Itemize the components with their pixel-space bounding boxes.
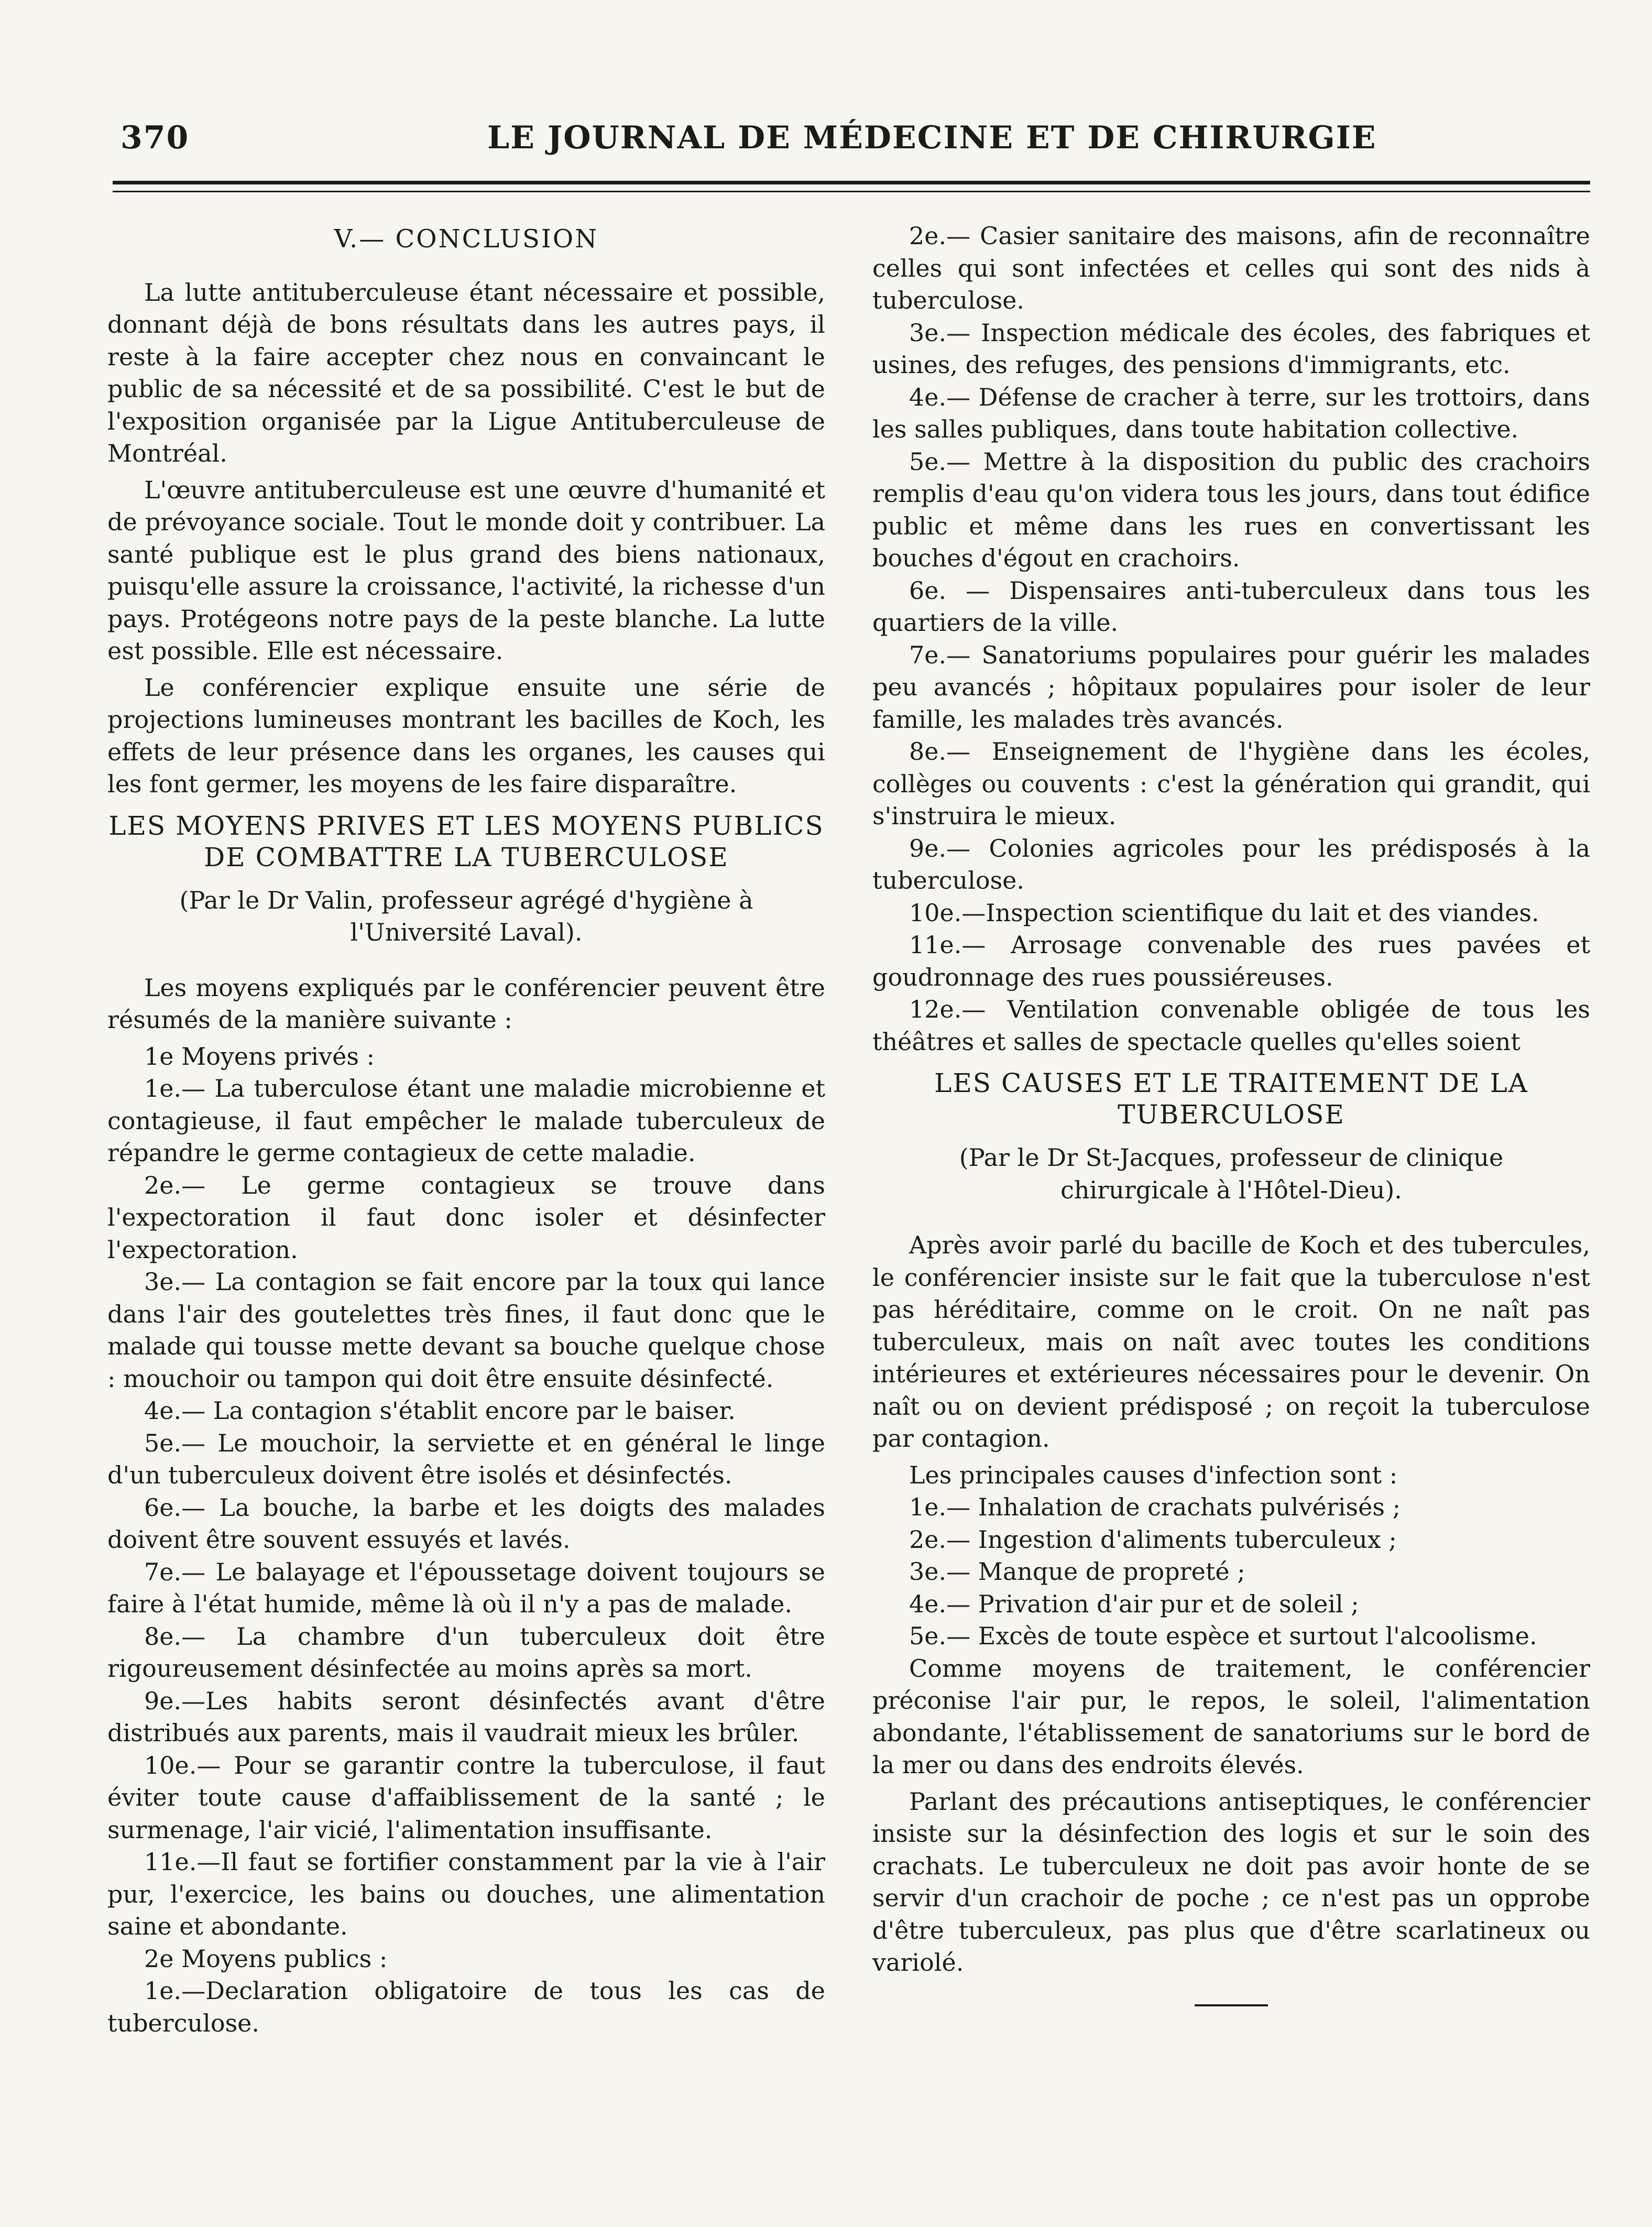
moyens-heading: LES MOYENS PRIVES ET LES MOYENS PUBLICS DE COMBATTRE LA TUBERCULOSE — [108, 810, 824, 872]
page-header — [121, 119, 1577, 161]
publics-item: 2e.— Casier sanitaire des maisons, afin de reconnaître celles qui sont infectées et celles qui sont des nids à tuberculose. — [872, 222, 1590, 314]
causes-byline: (Par le Dr St-Jacques, professeur de clinique chirurgicale à l'Hôtel-Dieu). — [959, 1143, 1504, 1204]
prives-item: 4e.— La contagion s'établit encore par le baiser. — [144, 1396, 736, 1425]
prives-item: 5e.— Le mouchoir, la serviette et en général le linge d'un tuberculeux doivent être isolés et désinfectés. — [107, 1428, 825, 1489]
prives-item: 10e.— Pour se garantir contre la tuberculose, il faut éviter toute cause d'affaiblissement de la santé ; le surmenage, l'air vicié, l'alimentation insuffisante. — [107, 1751, 825, 1844]
publics-item: 7e.— Sanatoriums populaires pour guérir les malades peu avancés ; hôpitaux populaires pour isoler de leur famille, les malades très avancés. — [872, 640, 1590, 734]
prives-item: 9e.—Les habits seront désinfectés avant d'être distribués aux parents, mais il vaudrait mieux les brûler. — [107, 1686, 825, 1747]
prives-item: 11e.—Il faut se fortifier constamment par la vie à l'air pur, l'exercice, les bains ou douches, une alimentation saine et abondante. — [107, 1848, 825, 1940]
right-column — [872, 220, 1590, 2006]
causes-item: 1e.— Inhalation de crachats pulvérisés ; — [909, 1493, 1401, 1521]
conclusion-paragraph-3: Le conférencier explique ensuite une série de projections lumineuses montrant les bacilles de Koch, les effets de leur présence dans les organes, les causes qui les font germer, les moyens de les faire disparaître. — [107, 673, 825, 798]
publics-item: 10e.—Inspection scientifique du lait et des viandes. — [909, 898, 1539, 927]
publics-item: 11e.— Arrosage convenable des rues pavées et goudronnage des rues poussiéreuses. — [872, 931, 1590, 991]
causes-heading: LES CAUSES ET LE TRAITEMENT DE LA TUBERCULOSE — [934, 1068, 1528, 1130]
prives-item: 7e.— Le balayage et l'époussetage doivent toujours se faire à l'état humide, même là où il n'y a pas de malade. — [107, 1557, 825, 1618]
publics-item: 9e.— Colonies agricoles pour les prédisposés à la tuberculose. — [872, 834, 1590, 894]
publics-item: 1e.—Declaration obligatoire de tous les cas de tuberculose. — [107, 1977, 825, 2037]
publics-label: 2e Moyens publics : — [144, 1944, 388, 1973]
left-column — [107, 220, 825, 2039]
causes-item: 5e.— Excès de toute espèce et surtout l'alcoolisme. — [909, 1622, 1537, 1650]
conclusion-paragraph-1: La lutte antituberculeuse étant nécessaire et possible, donnant déjà de bons résultats dans les autres pays, il reste à la faire accepter chez nous en convaincant le public de sa nécessité et de sa possibilité. C'est le but de l'exposition organisée par la Ligue Antituberculeuse de Montréal. — [107, 278, 825, 467]
moyens-intro: Les moyens expliqués par le conférencier peuvent être résumés de la manière suivante : — [107, 973, 825, 1034]
publics-item: 8e.— Enseignement de l'hygiène dans les écoles, collèges ou couvents : c'est la génération qui grandit, qui s'instruira le mieux. — [872, 737, 1590, 830]
publics-item: 6e. — Dispensaires anti-tuberculeux dans tous les quartiers de la ville. — [872, 576, 1590, 637]
causes-item: 4e.— Privation d'air pur et de soleil ; — [909, 1589, 1359, 1618]
conclusion-paragraph-2: L'œuvre antituberculeuse est une œuvre d'humanité et de prévoyance sociale. Tout le monde doit y contribuer. La santé publique est le plus grand des biens nationaux, puisqu'elle assure la croissance, l'activité, la richesse d'un pays. Protégeons notre pays de la peste blanche. La lutte est possible. Elle est nécessaire. — [107, 475, 825, 665]
traitement-paragraph: Comme moyens de traitement, le conférencier préconise l'air pur, le repos, le soleil, l'alimentation abondante, l'établissement de sanatoriums sur le bord de la mer ou dans des endroits élevés. — [872, 1654, 1590, 1779]
conclusion-title: V.— CONCLUSION — [334, 224, 599, 254]
header-rule — [113, 181, 1590, 192]
causes-intro: Après avoir parlé du bacille de Koch et des tubercules, le conférencier insiste sur le fait que la tuberculose n'est pas héréditaire, comme on le croit. On ne naît pas tuberculeux, mais on naît avec toutes les conditions intérieures et extérieures nécessaires pour le devenir. On naît ou on devient prédisposé ; on reçoit la tuberculose par contagion. — [872, 1231, 1590, 1453]
journal-title: LE JOURNAL DE MÉDECINE ET DE CHIRURGIE — [487, 119, 1377, 156]
causes-item: 3e.— Manque de propreté ; — [909, 1557, 1245, 1586]
precautions-paragraph: Parlant des précautions antiseptiques, le conférencier insiste sur la désinfection des logis et sur le soin des crachats. Le tuberculeux ne doit pas avoir honte de se servir d'un crachoir de poche ; ce n'est pas un opprobe d'être tuberculeux, pas plus que d'être scarlatineux ou variolé. — [872, 1787, 1590, 1977]
causes-label: Les principales causes d'infection sont : — [909, 1460, 1398, 1489]
prives-label: 1e Moyens privés : — [144, 1042, 375, 1071]
moyens-byline: (Par le Dr Valin, professeur agrégé d'hygiène à l'Université Laval). — [179, 886, 753, 946]
publics-item: 3e.— Inspection médicale des écoles, des fabriques et usines, des refuges, des pensions d'immigrants, etc. — [872, 318, 1590, 379]
prives-item: 2e.— Le germe contagieux se trouve dans l'expectoration il faut donc isoler et désinfecter l'expectoration. — [107, 1171, 825, 1264]
page-number: 370 — [121, 119, 190, 156]
prives-item: 6e.— La bouche, la barbe et les doigts des malades doivent être souvent essuyés et lavés. — [107, 1493, 825, 1554]
publics-item: 5e.— Mettre à la disposition du public des crachoirs remplis d'eau qu'on videra tous les jours, dans tout édifice public et même dans les rues en convertissant les bouches d'égout en crachoirs. — [872, 447, 1590, 572]
prives-item: 3e.— La contagion se fait encore par la toux qui lance dans l'air des goutelettes très fines, il faut donc que le malade qui tousse mette devant sa bouche quelque chose : mouchoir ou tampon qui doit être ensuite désinfecté. — [107, 1268, 825, 1393]
prives-item: 8e.— La chambre d'un tuberculeux doit être rigoureusement désinfectée au moins après sa mort. — [107, 1622, 825, 1683]
publics-item: 4e.— Défense de cracher à terre, sur les trottoirs, dans les salles publiques, dans toute habitation collective. — [872, 383, 1590, 443]
end-rule — [1195, 2004, 1268, 2006]
prives-item: 1e.— La tuberculose étant une maladie microbienne et contagieuse, il faut empêcher le malade tuberculeux de répandre le germe contagieux de cette maladie. — [107, 1074, 825, 1167]
causes-item: 2e.— Ingestion d'aliments tuberculeux ; — [909, 1525, 1397, 1554]
publics-item: 12e.— Ventilation convenable obligée de tous les théâtres et salles de spectacle quelles qu'elles soient — [872, 995, 1590, 1056]
